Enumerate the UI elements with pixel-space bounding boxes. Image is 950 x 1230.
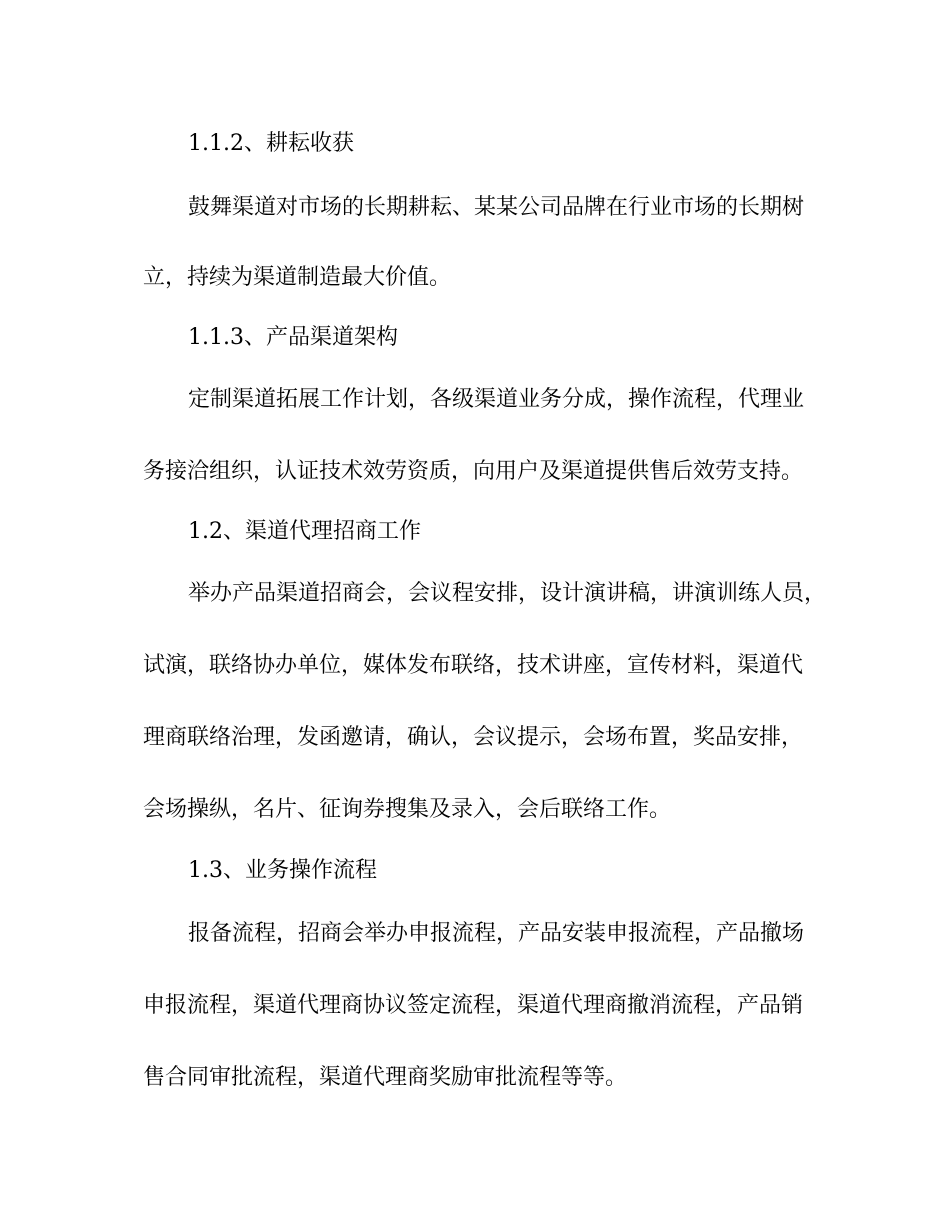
paragraph-line: 定制渠道拓展工作计划，各级渠道业务分成，操作流程，代理业: [188, 387, 805, 412]
paragraph-line: 立，持续为渠道制造最大价值。: [143, 265, 452, 290]
paragraph-line: 报备流程，招商会举办申报流程，产品安装申报流程，产品撤场: [188, 921, 805, 946]
paragraph-line: 务接洽组织，认证技术效劳资质，向用户及渠道提供售后效劳支持。: [143, 459, 804, 484]
paragraph-line: 举办产品渠道招商会，会议程安排，设计演讲稿，讲演训练人员，: [188, 581, 827, 606]
paragraph-line: 试演，联络协办单位，媒体发布联络，技术讲座，宣传材料，渠道代: [143, 653, 804, 678]
section-heading: 1.3、业务操作流程: [188, 858, 377, 883]
paragraph-line: 会场操纵，名片、征询券搜集及录入，会后联络工作。: [143, 797, 672, 822]
paragraph-line: 售合同审批流程，渠道代理商奖励审批流程等等。: [143, 1065, 628, 1090]
paragraph-line: 理商联络治理，发函邀请，确认，会议提示，会场布置，奖品安排，: [143, 725, 804, 750]
section-heading: 1.1.3、产品渠道架构: [188, 325, 398, 350]
section-heading: 1.2、渠道代理招商工作: [188, 519, 421, 544]
section-heading: 1.1.2、耕耘收获: [188, 131, 354, 156]
paragraph-line: 鼓舞渠道对市场的长期耕耘、某某公司品牌在行业市场的长期树: [188, 195, 805, 220]
paragraph-line: 申报流程，渠道代理商协议签定流程，渠道代理商撤消流程，产品销: [143, 993, 804, 1018]
